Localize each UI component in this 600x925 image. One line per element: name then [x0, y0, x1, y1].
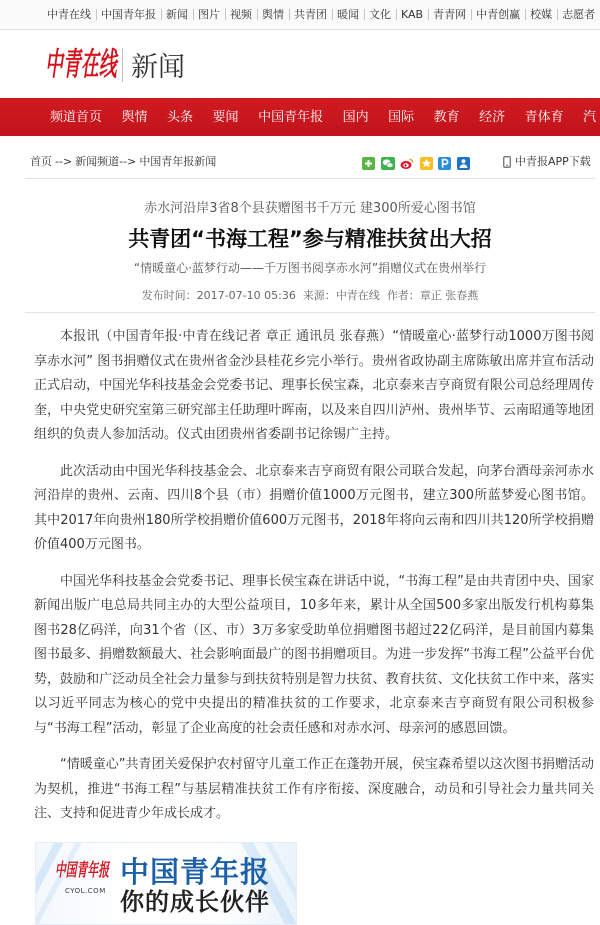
- nav-item-domestic[interactable]: 国内: [342, 109, 369, 125]
- nav-item-education[interactable]: 教育: [433, 109, 460, 125]
- top-link-bar: [0, 0, 600, 30]
- section-title: 新闻: [131, 52, 185, 83]
- banner-tagline: 你的成长伙伴: [120, 888, 270, 916]
- top-link-china-youth-daily[interactable]: 中国青年报: [96, 9, 161, 20]
- top-link-startup[interactable]: 中青创赢: [471, 9, 525, 20]
- nav-item-public-opinion[interactable]: 舆情: [121, 109, 148, 125]
- share-toolbar: [362, 156, 470, 170]
- article-meta: [25, 289, 595, 303]
- nav-item-headlines[interactable]: 头条: [167, 109, 194, 125]
- pengyou-icon[interactable]: [438, 157, 451, 170]
- article-subtitle: “情暖童心·蓝梦行动——千万图书阅享赤水河”捐赠仪式在贵州举行: [133, 261, 487, 275]
- published-time: 2017-07-10 05:36: [196, 289, 296, 302]
- header-divider: [122, 48, 123, 82]
- nav-item-economy[interactable]: 经济: [479, 109, 506, 125]
- app-download-label: 中青报APP下载: [515, 155, 591, 168]
- article-body: [34, 325, 594, 839]
- renren-icon[interactable]: [457, 157, 470, 170]
- author-names: 章正 张春燕: [419, 289, 479, 302]
- nav-item-channel-home[interactable]: 频道首页: [50, 109, 103, 125]
- nav-item-china-youth-daily[interactable]: 中国青年报: [258, 109, 324, 125]
- weibo-icon[interactable]: [400, 157, 414, 170]
- top-link-warm-news[interactable]: 暖闻: [332, 9, 364, 20]
- nav-item-top-news[interactable]: 要闻: [212, 109, 239, 125]
- phone-icon: [503, 156, 511, 168]
- top-link-list: [47, 0, 600, 29]
- channel-nav: [0, 98, 600, 136]
- banner-domain: CYOL.COM: [65, 887, 106, 895]
- nav-item-auto[interactable]: 汽: [583, 109, 597, 125]
- share-plus-icon[interactable]: [362, 157, 375, 170]
- source-label: 来源：: [302, 289, 336, 302]
- article-paragraph: “情暖童心”共青团关爱保护农村留守儿童工作正在蓬勃开展，侯宝森希望以这次图书捐赠活动为契机，推进“书海工程”与基层精准扶贫工作有序衔接、深度融合，动员和引导社会力量共同关注、支持和促进青少年成长成才。: [34, 757, 594, 821]
- article-head-divider: [25, 312, 595, 313]
- top-link-news[interactable]: 新闻: [161, 9, 193, 20]
- top-link-qingqing[interactable]: 青青网: [428, 9, 471, 20]
- breadcrumb-current[interactable]: 中国青年报新闻: [139, 155, 217, 168]
- nav-item-sports[interactable]: 青体育: [524, 109, 564, 125]
- top-link-pictures[interactable]: 图片: [193, 9, 225, 20]
- top-link-campus-media[interactable]: 校媒: [525, 9, 557, 20]
- top-link-culture[interactable]: 文化: [364, 9, 396, 20]
- article-title: 共青团“书海工程”参与精准扶贫出大招: [128, 227, 492, 251]
- author-label: 作者：: [386, 289, 420, 302]
- top-link-volunteers[interactable]: 志愿者: [557, 9, 600, 20]
- top-link-video[interactable]: 视频: [225, 9, 257, 20]
- wechat-icon[interactable]: [381, 157, 395, 170]
- article-paragraph: 本报讯（中国青年报·中青在线记者 章正 通讯员 张春燕）“情暖童心·蓝梦行动1000万图书阅享赤水河” 图书捐赠仪式在贵州省金沙县桂花乡完小举行。贵州省政协副主席陈敏出席并宣布活动正式启动，中国光华科技基金会党委书记、理事长侯宝森，北京泰来吉亨商贸有限公司总经理周传奎，中央党史研究室第三研究部主任助理叶晖南，以及来自四川泸州、贵州毕节、云南昭通等地团组织的负责人参加活动。仪式由团贵州省委副书记徐锡广主持。: [34, 329, 594, 442]
- top-link-cyol[interactable]: 中青在线: [47, 8, 91, 21]
- breadcrumb-separator: -->: [55, 155, 73, 168]
- breadcrumb-channel[interactable]: 新闻频道: [75, 155, 120, 168]
- published-label: 发布时间：: [141, 289, 197, 302]
- top-link-youth-league[interactable]: 共青团: [289, 9, 332, 20]
- banner-logo: 中国青年报: [55, 860, 109, 881]
- article-paragraph: 中国光华科技基金会党委书记、理事长侯宝森在讲话中说，“书海工程”是由共青团中央、国家新闻出版广电总局共同主办的大型公益项目，10多年来，累计从全国500多家出版发行机构募集图书28亿码洋，向31个省（区、市）3万多家受助单位捐赠图书超过22亿码洋，是目前国内募集图书最多、捐赠数额最大、社会影响面最广的图书捐赠项目。为进一步发挥“书海工程”公益平台优势，鼓励和广泛动员全社会力量参与到扶贫特别是智力扶贫、教育扶贫、文化扶贫工作中来，落实以习近平同志为核心的党中央提出的精准扶贫的工作要求，北京泰来吉亨商贸有限公司积极参与“书海工程”活动，彰显了企业高度的社会责任感和对赤水河、母亲河的感恩回馈。: [34, 573, 594, 736]
- channel-nav-list: [50, 98, 596, 136]
- banner-headline: 中国青年报: [120, 855, 271, 889]
- breadcrumb: [30, 155, 216, 169]
- qzone-icon[interactable]: [420, 157, 433, 170]
- article-paragraph: 此次活动由中国光华科技基金会、北京泰来吉亨商贸有限公司联合发起，向茅台酒母亲河赤水河沿岸的贵州、云南、四川8个县（市）捐赠价值1000万元图书，建立300所蓝梦爱心图书馆。其中2017年向贵州180所学校捐赠价值600万元图书，2018年将向云南和四川共120所学校捐赠价值400万元图书。: [34, 463, 594, 552]
- top-link-public-opinion[interactable]: 舆情: [257, 9, 289, 20]
- site-logo[interactable]: 中青在线: [45, 45, 117, 83]
- breadcrumb-separator: -->: [119, 155, 137, 168]
- breadcrumb-home[interactable]: 首页: [30, 155, 52, 168]
- ad-banner[interactable]: [35, 842, 297, 925]
- top-link-kab[interactable]: KAB: [396, 9, 428, 20]
- breadcrumb-divider: [25, 178, 595, 179]
- source-name: 中青在线: [335, 289, 380, 302]
- article-kicker: 赤水河沿岸3省8个县获赠图书千万元 建300所爱心图书馆: [144, 201, 476, 216]
- nav-item-international[interactable]: 国际: [388, 109, 415, 125]
- app-download-link[interactable]: [503, 155, 591, 169]
